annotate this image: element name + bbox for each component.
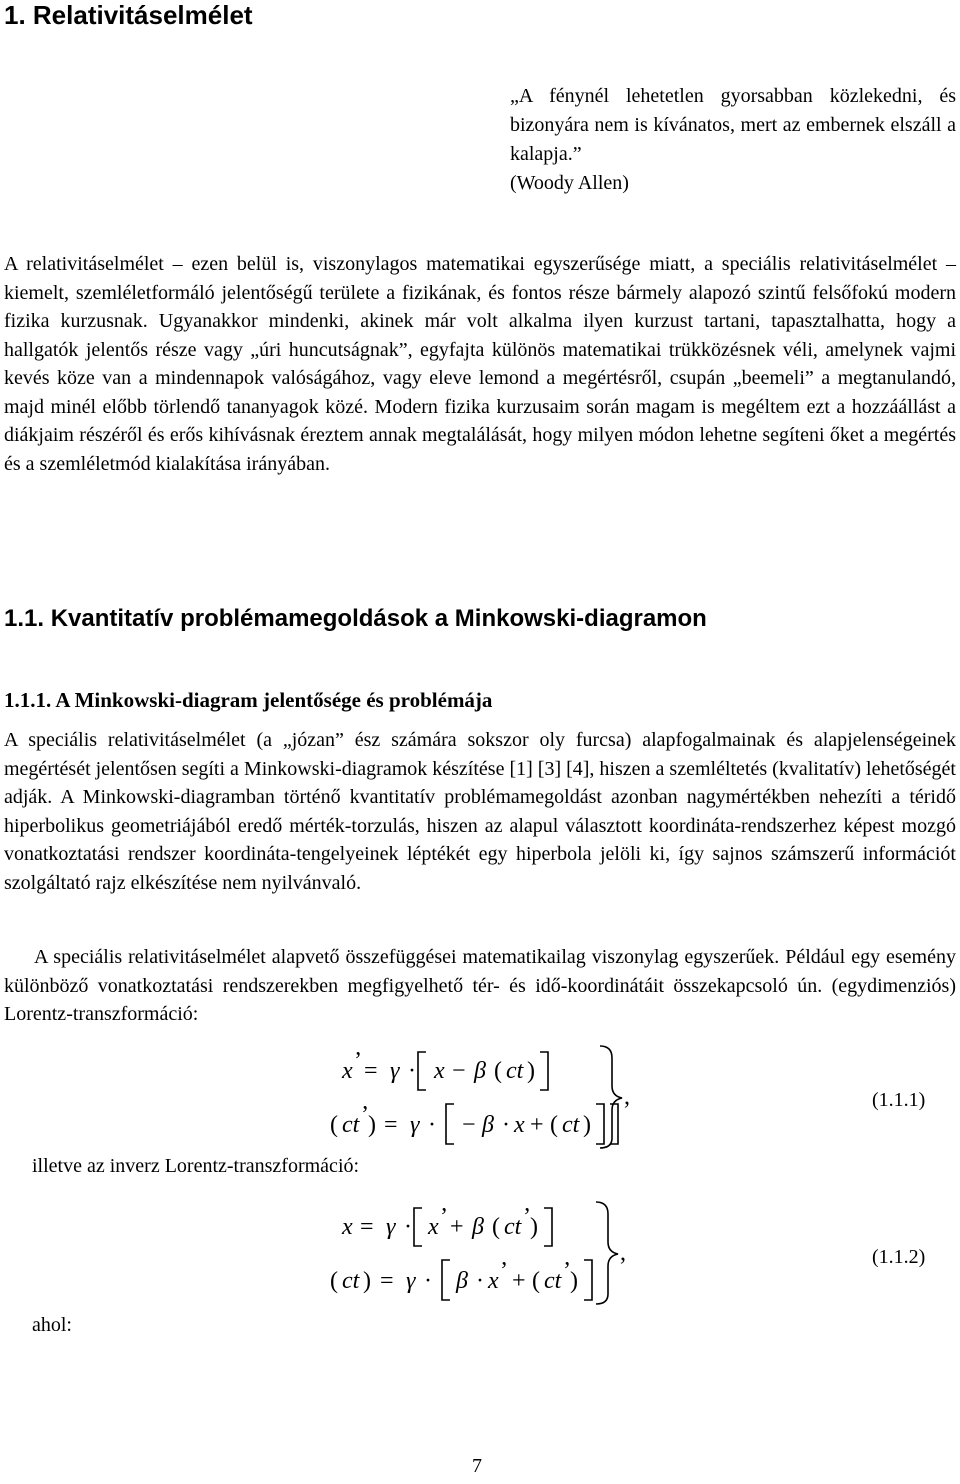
eq2-rparen: ): [530, 1214, 538, 1240]
eq2-prime: ’: [440, 1204, 448, 1230]
eq1b-beta: β: [482, 1112, 494, 1138]
eq2b-rparen2: ): [570, 1268, 578, 1294]
eq1b-minus: −: [462, 1112, 476, 1138]
eq1-gamma: γ: [390, 1058, 400, 1084]
eq2b-prime: ’: [500, 1258, 508, 1284]
intro-paragraph: A relativitáselmélet – ezen belül is, viszonylagos matematikai egyszerűsége miatt, a speciális relativitáselmélet – kiemelt, szemléletformáló jelentőségű területe a fizikának, és fontos része bármely alapozó szintű felsőfokú modern fizika kurzusnak. Ugyanakkor mindenki, akinek már volt alkalma ilyen kurzust tartani, tapasztalhatta, hogy a hallgatók jelentős része vagy „úri huncutságnak”, egyfajta különös matematikai trükközésnek véli, amelynek vajmi kevés köze van a mindennapok valóságához, vagy eleve lemond a megértésről, csupán „beemeli” a megtanulandó, majd minél előbb törlendő tananyagok közé. Modern fizika kurzusaim során magam is megéltem ezt a hozzáállást a diákjaim részéről és erős kihívásnak éreztem annak megtalálását, hogy milyen módon lehetne segíteni őket a megértés és a szemléletmód kialakítása irányában.: [4, 253, 956, 475]
eq1b-rparen: ): [368, 1112, 376, 1138]
eq2b-rbracket: [584, 1260, 592, 1300]
eq1b-eq: =: [384, 1112, 398, 1138]
eq1-lparen: (: [494, 1058, 502, 1084]
eq1-minus: −: [452, 1058, 466, 1084]
eq2-beta: β: [472, 1214, 484, 1240]
eq2-line1: [341, 1204, 552, 1246]
eq2-rbracket: [544, 1208, 552, 1246]
eq2-lbracket: [414, 1208, 422, 1246]
eq1-beta: β: [474, 1058, 486, 1084]
eq1b-prime: ’: [361, 1102, 369, 1128]
eq2b-eq: =: [380, 1268, 394, 1294]
equation-inverse-lorentz: [330, 1196, 670, 1306]
eq2b-lbracket: [442, 1260, 450, 1300]
eq2-line2: [330, 1258, 592, 1300]
eq2b-rparen: ): [363, 1268, 371, 1294]
equation-number-1: (1.1.1): [872, 1089, 926, 1111]
eq1-rbracket: [540, 1052, 548, 1090]
eq2-dot: ·: [404, 1214, 412, 1240]
eq1b-dot2: ·: [502, 1112, 510, 1138]
eq2b-dot: ·: [424, 1268, 432, 1294]
eq2-x: x: [342, 1214, 353, 1240]
eq2b-lparen: (: [330, 1268, 338, 1294]
eq1-prime: ’: [354, 1048, 362, 1074]
eq1-x2: x: [434, 1058, 445, 1084]
eq1-lbracket: [418, 1052, 426, 1090]
eq1-line2: [330, 1102, 618, 1144]
eq1b-lparen2: (: [550, 1112, 558, 1138]
eq1-line1: [341, 1048, 548, 1090]
eq1b-x: x: [514, 1112, 525, 1138]
minkowski-paragraph: A speciális relativitáselmélet (a „józan” ész számára sokszor oly furcsa) alapfogalmainak és alapjelenségeinek megértését jelentősen segíti a Minkowski-diagramok készítése [1] [3] [4], hiszen a szemléltetés (kvalitatív) lehetőségét adják. A Minkowski-diagramban történő kvantitatív problémamegoldást azonban nagymértékben nehezíti a téridő hiperbolikus geometriájából eredő mérték-torzulás, hiszen az alapul választott koordináta-rendszerhez képest mozgó vonatkoztatási rendszer koordináta-tengelyeinek léptékét egy hiperbola jelöli ki, így sajnos számszerű információt szolgáltató rajz elkészítése nem nyilvánvaló.: [4, 729, 956, 894]
eq1b-rparen2: ): [583, 1112, 591, 1138]
eq2-gamma: γ: [386, 1214, 396, 1240]
eq1-x: x: [342, 1058, 353, 1084]
eq1-comma: ,: [624, 1084, 630, 1110]
inverse-intro-text: illetve az inverz Lorentz-transzformáció:: [32, 1155, 360, 1177]
subsection-title: 1.1.1. A Minkowski-diagram jelentősége és problémája: [4, 688, 493, 712]
eq2b-gamma: γ: [406, 1268, 416, 1294]
eq2b-ct2: ct: [544, 1268, 562, 1294]
eq2b-plus: +: [512, 1268, 526, 1294]
eq2-ct: ct: [504, 1214, 522, 1240]
epigraph: [510, 82, 956, 198]
eq1b-dot: ·: [428, 1112, 436, 1138]
eq2-plus: +: [450, 1214, 464, 1240]
eq1-rparen: ): [527, 1058, 535, 1084]
section-title: 1.1. Kvantitatív problémamegoldások a Minkowski-diagramon: [4, 605, 707, 632]
eq2-comma: ,: [620, 1240, 626, 1266]
chapter-title: 1. Relativitáselmélet: [4, 0, 253, 30]
eq2-prime2: ’: [523, 1204, 531, 1230]
eq2-x2: x: [428, 1214, 439, 1240]
eq1-ct: ct: [506, 1058, 524, 1084]
eq2b-lparen2: (: [532, 1268, 540, 1294]
where-label: ahol:: [32, 1314, 72, 1336]
eq1b-ct2: ct: [562, 1112, 580, 1138]
eq2b-beta: β: [456, 1268, 468, 1294]
eq1b-lbracket: [446, 1104, 454, 1144]
eq1-dot: ·: [408, 1058, 416, 1084]
eq1b-plus: +: [530, 1112, 544, 1138]
eq2b-ct: ct: [342, 1268, 360, 1294]
eq1b-ct: ct: [342, 1112, 360, 1138]
eq1b-rbracket: [596, 1104, 604, 1144]
eq2b-prime2: ’: [563, 1258, 571, 1284]
eq1-eq: =: [364, 1058, 378, 1084]
epigraph-quote: „A fénynél lehetetlen gyorsabban közlekedni, és bizonyára nem is kívánatos, mert az embernek elszáll a kalapja.”: [510, 85, 956, 165]
eq2-eq: =: [360, 1214, 374, 1240]
eq2-right-brace: [596, 1202, 618, 1304]
eq1b-gamma: γ: [410, 1112, 420, 1138]
eq1b-lparen: (: [330, 1112, 338, 1138]
equation-number-2: (1.1.2): [872, 1246, 926, 1268]
equation-lorentz: [330, 1040, 670, 1150]
eq2b-dot2: ·: [476, 1268, 484, 1294]
eq2-lparen: (: [492, 1214, 500, 1240]
lorentz-paragraph: A speciális relativitáselmélet alapvető összefüggései matematikailag viszonylag egyszerűek. Például egy esemény különböző vonatkoztatási rendszerekben megfigyelhető tér- és idő-koordinátáit összekapcsoló ún. (egydimenziós) Lorentz-transzformáció:: [4, 946, 956, 1025]
eq2b-x: x: [488, 1268, 499, 1294]
epigraph-author: (Woody Allen): [510, 172, 629, 194]
page-number: 7: [472, 1455, 482, 1477]
